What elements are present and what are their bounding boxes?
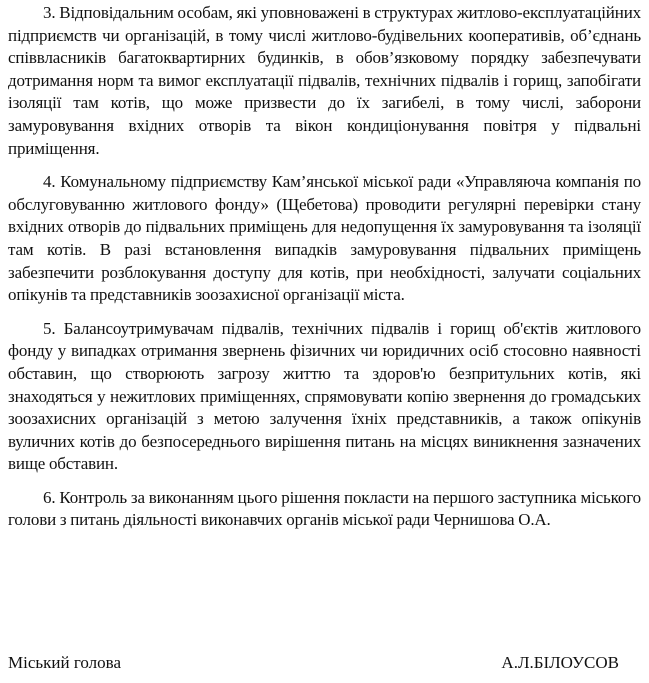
paragraph-4: 4. Комунальному підприємству Кам’янської міської ради «Управляюча компанія по обслуговуванню житлового фонду» (Щебетова) проводити регулярні перевірки стану вхідних отворів до підвальних приміщень для недопущення їх замуровування та ізоляції там котів. В разі встановлення випадків замуровування підвальних приміщень забезпечити розблокування доступу для котів, при необхідності, залучати соціальних опікунів та представників зоозахисної організації міста. <box>8 172 641 305</box>
paragraph-3: 3. Відповідальним особам, які уповноважені в структурах житлово-експлуатаційних підприємств чи організацій, в тому числі житлово-будівельних кооперативів, об’єднань співвласників багатоквартирних будинків, в обов’язковому порядку забезпечувати дотримання норм та вимог експлуатації підвалів, технічних підвалів і горищ, запобігати ізоляції там котів, що може призвести до їх загибелі, в тому числі, заборони замуровування вхідних отворів та вікон кондиціонування повітря у підвальні приміщення. <box>8 3 641 158</box>
paragraph-5: 5. Балансоутримувачам підвалів, технічних підвалів і горищ об'єктів житлового фонду у випадках отримання звернень фізичних чи юридичних осіб стосовно наявності обставин, що створюють загрозу життю та здоров'ю безпритульних котів, які знаходяться у нежитлових приміщеннях, спрямовувати копію звернення до громадських зоозахисних організацій з метою залучення їхніх представників, а також опікунів вуличних котів до безпосереднього вирішення питань на місцях виникнення зазначених вище обставин. <box>8 318 641 474</box>
signature-name: А.Л.БІЛОУСОВ <box>501 653 619 672</box>
paragraph-6: 6. Контроль за виконанням цього рішення покласти на першого заступника міського голови з питань діяльності виконавчих органів міської ради Чернишова О.А. <box>8 487 641 530</box>
signature-position: Міський голова <box>8 653 121 672</box>
signature-block <box>8 652 619 674</box>
